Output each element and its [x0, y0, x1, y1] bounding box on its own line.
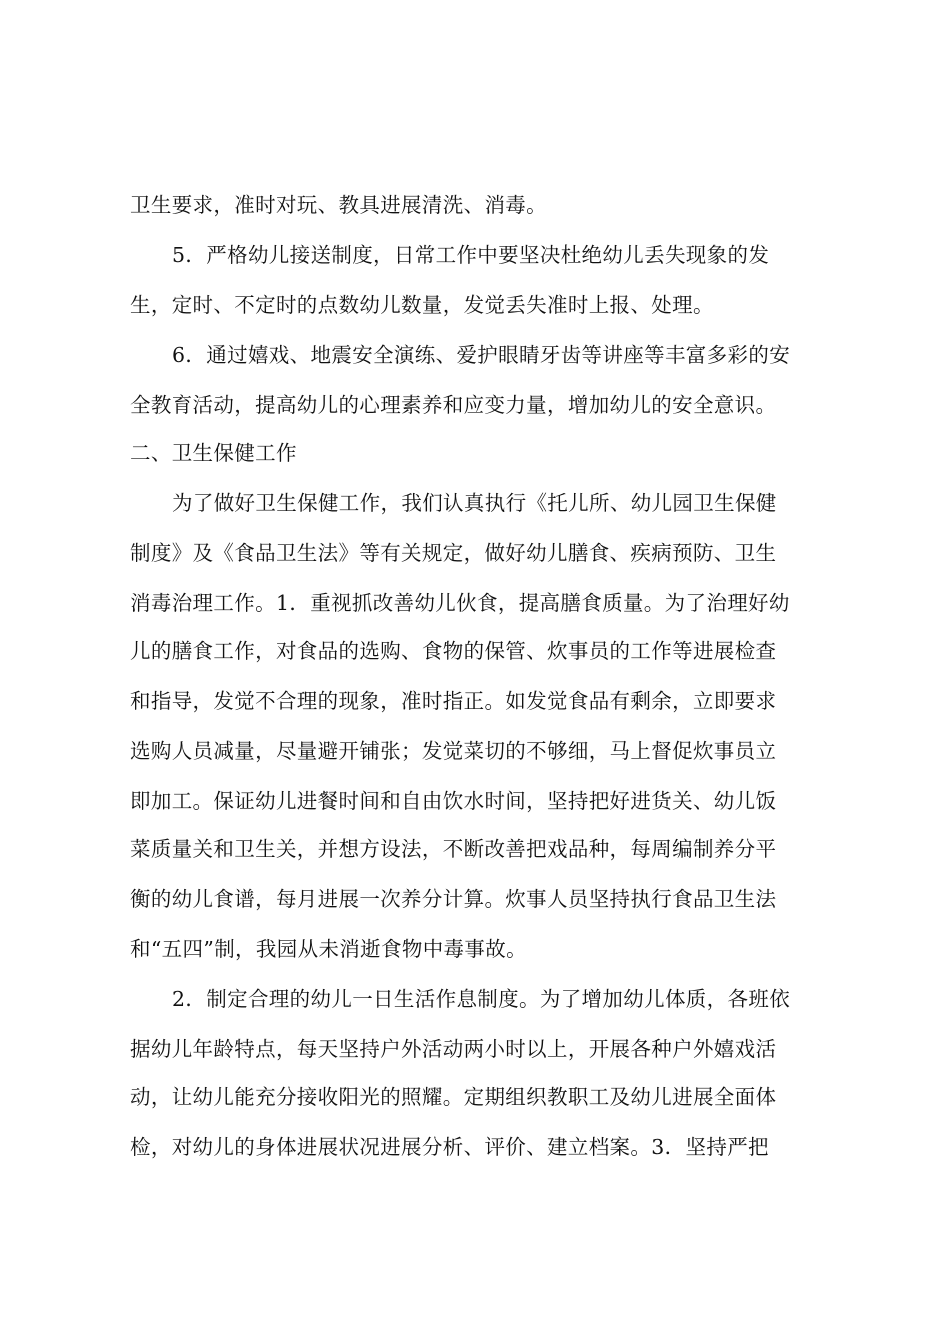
text-line: 据幼儿年龄特点，每天坚持户外活动两小时以上，开展各种户外嬉戏活	[130, 1037, 777, 1061]
text-line: 和“五四”制，我园从未消逝食物中毒事故。	[130, 937, 527, 961]
text-line: 检，对幼儿的身体进展状况进展分析、评价、建立档案。3．坚持严把	[130, 1135, 769, 1159]
text-line: 6．通过嬉戏、地震安全演练、爱护眼睛牙齿等讲座等丰富多彩的安	[172, 343, 791, 367]
section-heading: 二、卫生保健工作	[130, 441, 297, 465]
text-line: 全教育活动，提高幼儿的心理素养和应变力量，增加幼儿的安全意识。	[130, 393, 777, 417]
text-line: 5．严格幼儿接送制度，日常工作中要坚决杜绝幼儿丢失现象的发	[172, 243, 770, 267]
text-line: 即加工。保证幼儿进餐时间和自由饮水时间，坚持把好进货关、幼儿饭	[130, 789, 777, 813]
text-line: 菜质量关和卫生关，并想方设法，不断改善把戏品种，每周编制养分平	[130, 837, 777, 861]
text-line: 儿的膳食工作，对食品的选购、食物的保管、炊事员的工作等进展检查	[130, 639, 777, 663]
text-line: 消毒治理工作。1．重视抓改善幼儿伙食，提高膳食质量。为了治理好幼	[130, 591, 790, 615]
text-line: 卫生要求，准时对玩、教具进展清洗、消毒。	[130, 193, 547, 217]
text-line: 为了做好卫生保健工作，我们认真执行《托儿所、幼儿园卫生保健	[172, 491, 777, 515]
text-line: 选购人员减量，尽量避开铺张；发觉菜切的不够细，马上督促炊事员立	[130, 739, 777, 763]
text-line: 制度》及《食品卫生法》等有关规定，做好幼儿膳食、疾病预防、卫生	[130, 541, 777, 565]
text-line: 衡的幼儿食谱，每月进展一次养分计算。炊事人员坚持执行食品卫生法	[130, 887, 777, 911]
text-line: 2．制定合理的幼儿一日生活作息制度。为了增加幼儿体质，各班依	[172, 987, 791, 1011]
text-line: 和指导，发觉不合理的现象，准时指正。如发觉食品有剩余，立即要求	[130, 689, 777, 713]
text-line: 生，定时、不定时的点数幼儿数量，发觉丢失准时上报、处理。	[130, 293, 714, 317]
text-line: 动，让幼儿能充分接收阳光的照耀。定期组织教职工及幼儿进展全面体	[130, 1085, 777, 1109]
